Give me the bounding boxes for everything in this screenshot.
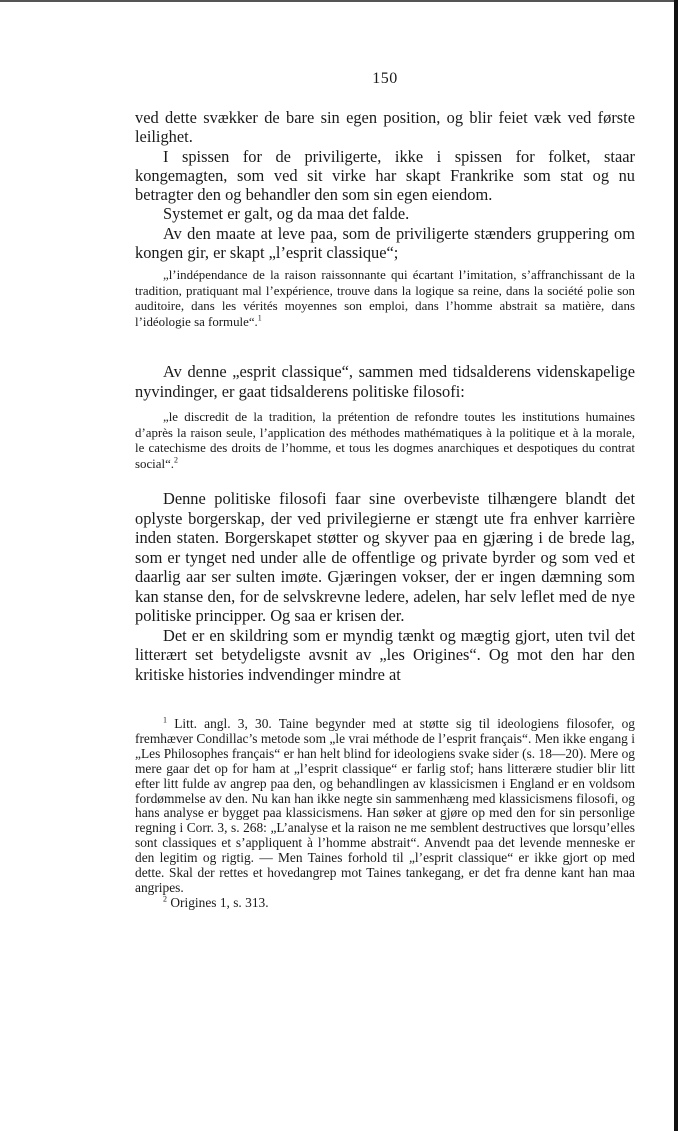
footnote-ref: 2 (174, 455, 179, 465)
paragraph: I spissen for de priviligerte, ikke i spissen for folket, staar kongemagten, som ved sit virke har skapt Frankrike som stat og nu betragter den og behandler den som sin egen eiendom. (135, 146, 635, 205)
quote-text: „le discredit de la tradition, la prétention de refondre toutes les institutions humaines d’après la raison seule, l’application des méthodes mathématiques à la politique et à la morale, le catechisme des droits de l’homme, et tous les dogmes anarchiques et despotiques du contrat social“. (135, 410, 635, 471)
footnote (135, 896, 635, 911)
block-quote-2 (135, 410, 635, 472)
page-number: 150 (372, 70, 398, 87)
scan-edge-right (674, 0, 678, 1131)
footnote-text: Origines 1, s. 313. (170, 894, 269, 910)
paragraph: Denne politiske filosofi faar sine overbeviste tilhængere blandt det oplyste borgerskap, der ved privilegierne er stængt ute fra enhver karrière inden staten. Borgerskapet støtter og skyver paa en gjæring i de brede lag, som er tynget ned under alle de offentlige og private byrder og som ved et daarlig aar ser sulten imøte. Gjæringen vokser, der er ingen dæmning som kan stanse den, for de selvskrevne ledere, adelen, har selv leflet med de nye politiske principper. Og saa er krisen der. (135, 489, 635, 625)
footnote (135, 717, 635, 896)
footnote-text: Litt. angl. 3, 30. Taine begynder med at støtte sig til ideologiens filosofer, og fremhæver Condillac’s metode som „le vrai méthode de l’esprit français“. Men ikke engang i „Les Philosophes français“ er han helt blind for ideologiens svake sider (s. 18—20). Mere og mere gaar det op for ham at „l’esprit classique“ er farlig stof; hans litterære studier blir litt efter litt fulde av angrep paa den, og behandlingen av klassicismen i England er en voldsom fordømmelse av den. Nu kan han ikke negte sin sammenhæng med klassicismens filosofi, og hans analyse er bygget paa klassicismens. Han søker at gjøre op med den for sin personlige regning i Corr. 3, s. 268: „L’analyse et la raison ne me semblent destructives que lorsqu’elles sont classiques et s’appliquent à l’homme abstrait“. Anvendt paa det levende menneske er den legitim og rigtig. — Men Taines forhold til „l’esprit classique“ er ikke gjort op med dette. Skal der rettes et hovedangrep mot Taines tankegang, er det fra denne kant han maa angripes. (135, 716, 635, 895)
quote-text: „l’indépendance de la raison raissonnante qui écartant l’imitation, s’affranchissant de la tradition, pratiquant mal l’expérience, trouve dans la logique sa reine, dans la société polie son auditoire, dans les vérités moyennes son emploi, dans l’homme abstrait sa matière, dans l’idéologie sa formule“. (135, 268, 635, 329)
footnote-marker: 1 (163, 715, 167, 725)
footnotes (135, 717, 635, 911)
paragraph: ved dette svækker de bare sin egen position, og blir feiet væk ved første leilighet. (135, 108, 635, 147)
main-text (135, 108, 635, 262)
paragraph: Systemet er galt, og da maa det falde. (163, 204, 410, 224)
footnote-marker: 2 (163, 894, 167, 904)
paragraph: Av den maate at leve paa, som de priviligerte stænders gruppering om kongen gir, er skapt „l’esprit classique“; (135, 223, 635, 263)
footnote-ref: 1 (257, 313, 262, 323)
paragraph: Av denne „esprit classique“, sammen med tidsalderens videnskapelige nyvindinger, er gaat tidsalderens politiske filosofi: (135, 362, 635, 401)
paragraph: Det er en skildring som er myndig tænkt og mægtig gjort, uten tvil det litterært set betydeligste avsnit av „les Origines“. Og mot den har den kritiske histories indvendinger mindre at (135, 625, 635, 684)
paragraph-b (135, 362, 635, 401)
main-text-continued (135, 489, 635, 684)
scan-edge-top (0, 0, 678, 2)
block-quote-1 (135, 268, 635, 330)
